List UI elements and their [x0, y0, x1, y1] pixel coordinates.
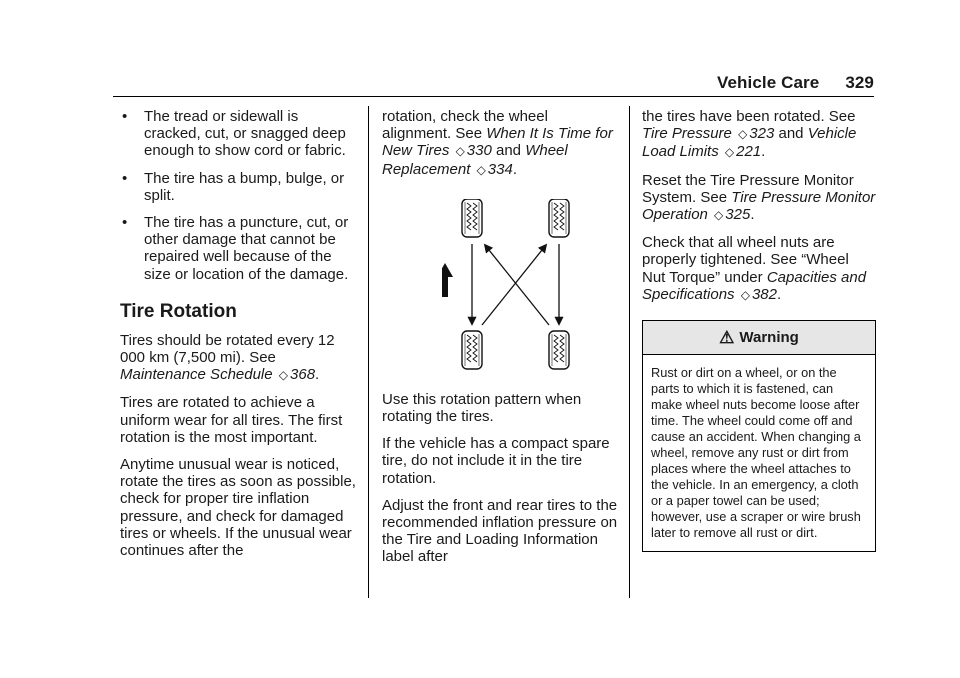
cross-reference-link[interactable]: Tire Pressure Monitor Operation	[642, 188, 876, 224]
paragraph: Anytime unusual wear is noticed, rotate the tires as soon as possible, check for proper tire inflation pressure, and check for damaged tires or wheels. If the unusual wear continues after the	[120, 456, 356, 560]
cross-reference-link[interactable]: Vehicle Load Limits	[642, 125, 857, 161]
period: .	[315, 366, 320, 384]
column-3	[642, 108, 876, 552]
page-ref-icon: ◇	[740, 287, 750, 302]
tire-rear-left-icon	[462, 331, 482, 369]
paragraph-text: Check that all wheel nuts are properly tightened. See “Wheel Nut Torque” under	[642, 234, 849, 286]
cross-reference-link[interactable]: Maintenance Schedule	[120, 366, 273, 384]
list-item	[120, 170, 358, 204]
paragraph	[120, 332, 358, 385]
cross-reference-link[interactable]: When It Is Time for New Tires	[382, 125, 613, 160]
cross-reference-link[interactable]: Tire Pressure	[642, 125, 732, 143]
column-divider-1	[368, 106, 369, 598]
warning-box	[642, 320, 876, 552]
paragraph-text: rotation, check the wheel alignment. See	[382, 108, 548, 143]
section-heading: Tire Rotation	[120, 300, 237, 322]
period: .	[761, 143, 766, 161]
bullet-mark: •	[122, 108, 128, 125]
running-header	[717, 73, 874, 93]
tire-front-right-icon	[549, 199, 569, 237]
paragraph	[642, 234, 876, 304]
cross-reference-link[interactable]: Capacities and Specifications	[642, 268, 867, 303]
period: .	[777, 285, 782, 303]
page-reference[interactable]: 382	[751, 285, 777, 303]
page-ref-icon: ◇	[455, 144, 465, 159]
bullet-mark: •	[122, 169, 128, 187]
paragraph: If the vehicle has a compact spare tire, do not include it in the tire rotation.	[382, 435, 610, 487]
conjunction: and	[496, 142, 522, 160]
paragraph	[642, 108, 876, 162]
period: .	[750, 206, 755, 224]
bullet-mark: •	[122, 214, 128, 232]
bullet-text: The tread or sidewall is cracked, cut, or snagged deep enough to show cord or fabric.	[144, 108, 346, 160]
paragraph: Use this rotation pattern when rotating the tires.	[382, 390, 582, 426]
bullet-text: The tire has a puncture, cut, or other damage that cannot be repaired well because of the size or location of the damage.	[144, 214, 349, 283]
front-direction-arrow-icon	[442, 263, 453, 297]
page-ref-icon: ◇	[278, 368, 289, 383]
paragraph: Tires are rotated to achieve a uniform wear for all tires. The first rotation is the most important.	[120, 394, 343, 446]
page-ref-icon: ◇	[738, 127, 748, 142]
page-ref-icon: ◇	[714, 208, 724, 223]
warning-title: Warning	[739, 328, 799, 346]
period: .	[512, 160, 517, 178]
page-reference[interactable]: 368	[290, 366, 316, 384]
list-item	[120, 214, 358, 283]
paragraph-text: the tires have been rotated. See	[642, 108, 856, 125]
header-rule	[113, 96, 874, 97]
paragraph-text: Reset the Tire Pressure Monitor System. See	[642, 171, 854, 206]
page-number: 329	[845, 73, 874, 92]
page-reference[interactable]: 325	[725, 206, 751, 224]
tire-front-left-icon	[462, 199, 482, 237]
warning-header	[643, 321, 875, 355]
paragraph: Adjust the front and rear tires to the recommended inflation pressure on the Tire and Loading Information label after	[382, 496, 618, 566]
arrow-cross-up-right	[482, 245, 546, 325]
warning-text: Rust or dirt on a wheel, or on the parts to which it is fastened, can make wheel nuts become loose after time. The wheel could come off and cause an accident. When changing a wheel, remove any rust or dirt from places where the wheel attaches to the vehicle. In an emergency, a cloth or a paper towel can be used; however, use a scraper or wire brush later to remove all rust or dirt.	[651, 365, 861, 541]
column-1	[120, 108, 358, 569]
section-title: Vehicle Care	[717, 73, 820, 92]
warning-icon: ⚠	[719, 327, 735, 347]
tire-rotation-diagram	[442, 199, 582, 379]
paragraph	[382, 108, 618, 179]
list-item	[120, 108, 358, 160]
page-ref-icon: ◇	[724, 145, 735, 160]
paragraph	[642, 172, 876, 225]
bullet-text: The tire has a bump, bulge, or split.	[144, 169, 345, 204]
page-reference[interactable]: 330	[466, 142, 492, 160]
cross-reference-link[interactable]: Wheel Replacement	[382, 142, 568, 178]
page-reference[interactable]: 323	[749, 125, 775, 143]
arrow-cross-up-left	[485, 245, 549, 325]
column-divider-2	[629, 106, 630, 598]
conjunction: and	[778, 125, 804, 143]
tire-rear-right-icon	[549, 331, 569, 369]
column-2	[382, 108, 618, 576]
page-ref-icon: ◇	[476, 162, 486, 177]
page-reference[interactable]: 334	[487, 160, 513, 178]
paragraph-text: Tires should be rotated every 12 000 km (7,500 mi). See	[120, 331, 335, 367]
page-reference[interactable]: 221	[736, 143, 762, 161]
